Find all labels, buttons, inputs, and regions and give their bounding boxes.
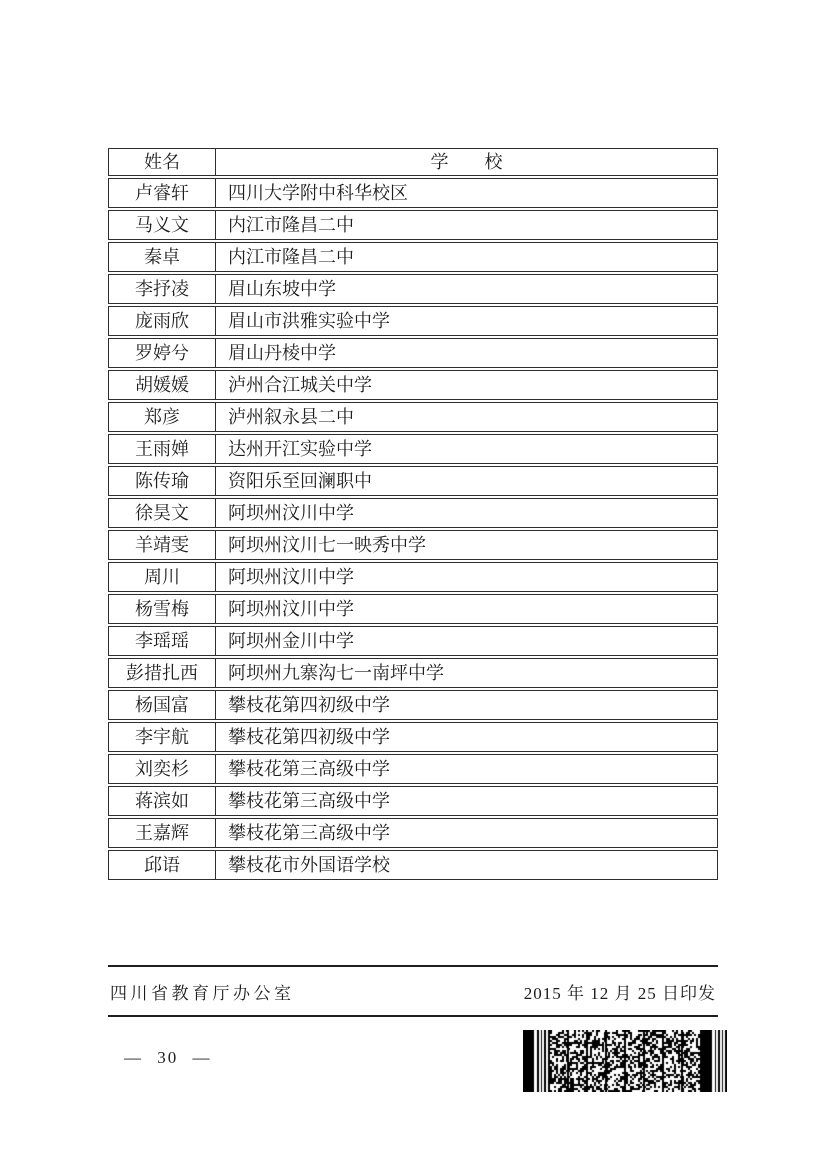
school-cell: 攀枝花第四初级中学 bbox=[228, 695, 390, 715]
table-row bbox=[108, 466, 718, 496]
name-cell: 马义文 bbox=[109, 211, 216, 239]
table-row bbox=[108, 370, 718, 400]
school-cell: 眉山市洪雅实验中学 bbox=[228, 311, 390, 331]
name-cell: 徐昊文 bbox=[109, 499, 216, 527]
name-cell: 彭措扎西 bbox=[109, 659, 216, 687]
school-cell: 阿坝州汶川中学 bbox=[228, 503, 354, 523]
table-row bbox=[108, 530, 718, 560]
header-name-cell: 姓名 bbox=[109, 149, 216, 175]
school-cell: 四川大学附中科华校区 bbox=[228, 183, 408, 203]
name-cell: 秦卓 bbox=[109, 243, 216, 271]
school-cell: 泸州叙永县二中 bbox=[228, 407, 354, 427]
table-row bbox=[108, 562, 718, 592]
table-row bbox=[108, 722, 718, 752]
name-cell: 李瑶瑶 bbox=[109, 627, 216, 655]
table-header-row bbox=[108, 148, 718, 176]
table-row bbox=[108, 402, 718, 432]
table-row bbox=[108, 626, 718, 656]
table-row bbox=[108, 498, 718, 528]
document-barcode bbox=[523, 1030, 727, 1092]
table-row bbox=[108, 818, 718, 848]
names-school-table bbox=[108, 148, 718, 882]
name-cell: 庞雨欣 bbox=[109, 307, 216, 335]
school-cell: 眉山丹棱中学 bbox=[228, 343, 336, 363]
school-cell: 攀枝花市外国语学校 bbox=[228, 855, 390, 875]
table-row bbox=[108, 210, 718, 240]
school-cell: 资阳乐至回澜职中 bbox=[228, 471, 372, 491]
table-row bbox=[108, 242, 718, 272]
table-row bbox=[108, 658, 718, 688]
footer-rule-bottom bbox=[108, 1015, 718, 1017]
table-row bbox=[108, 690, 718, 720]
name-cell: 李抒凌 bbox=[109, 275, 216, 303]
school-cell: 攀枝花第三高级中学 bbox=[228, 759, 390, 779]
school-cell: 攀枝花第三高级中学 bbox=[228, 791, 390, 811]
table-row bbox=[108, 754, 718, 784]
name-cell: 杨雪梅 bbox=[109, 595, 216, 623]
table-row bbox=[108, 594, 718, 624]
table-row bbox=[108, 434, 718, 464]
name-cell: 蒋滨如 bbox=[109, 787, 216, 815]
school-cell: 阿坝州汶川中学 bbox=[228, 599, 354, 619]
table-body bbox=[108, 178, 718, 880]
school-cell: 阿坝州金川中学 bbox=[228, 631, 354, 651]
school-cell: 内江市隆昌二中 bbox=[228, 215, 354, 235]
school-cell: 阿坝州汶川七一映秀中学 bbox=[228, 535, 426, 555]
name-cell: 杨国富 bbox=[109, 691, 216, 719]
table-row bbox=[108, 786, 718, 816]
footer-print-date: 2015 年 12 月 25 日印发 bbox=[523, 983, 716, 1003]
school-cell: 达州开江实验中学 bbox=[228, 439, 372, 459]
name-cell: 羊靖雯 bbox=[109, 531, 216, 559]
table-row bbox=[108, 178, 718, 208]
page-number: — 30 — bbox=[124, 1048, 212, 1067]
school-cell: 阿坝州九寨沟七一南坪中学 bbox=[228, 663, 444, 683]
school-cell: 内江市隆昌二中 bbox=[228, 247, 354, 267]
table-row bbox=[108, 338, 718, 368]
name-cell: 邱语 bbox=[109, 851, 216, 879]
table-row bbox=[108, 850, 718, 880]
name-cell: 郑彦 bbox=[109, 403, 216, 431]
table-row bbox=[108, 306, 718, 336]
header-school-cell: 学 校 bbox=[430, 152, 503, 172]
name-cell: 王雨婵 bbox=[109, 435, 216, 463]
school-cell: 眉山东坡中学 bbox=[228, 279, 336, 299]
name-cell: 李宇航 bbox=[109, 723, 216, 751]
name-cell: 刘奕杉 bbox=[109, 755, 216, 783]
school-cell: 攀枝花第四初级中学 bbox=[228, 727, 390, 747]
name-cell: 周川 bbox=[109, 563, 216, 591]
table-row bbox=[108, 274, 718, 304]
footer-band bbox=[108, 967, 718, 1015]
school-cell: 攀枝花第三高级中学 bbox=[228, 823, 390, 843]
name-cell: 胡媛媛 bbox=[109, 371, 216, 399]
school-cell: 阿坝州汶川中学 bbox=[228, 567, 354, 587]
name-cell: 罗婷兮 bbox=[109, 339, 216, 367]
name-cell: 卢睿轩 bbox=[109, 179, 216, 207]
school-cell: 泸州合江城关中学 bbox=[228, 375, 372, 395]
footer-issuing-office: 四川省教育厅办公室 bbox=[110, 983, 295, 1003]
name-cell: 陈传瑜 bbox=[109, 467, 216, 495]
name-cell: 王嘉辉 bbox=[109, 819, 216, 847]
